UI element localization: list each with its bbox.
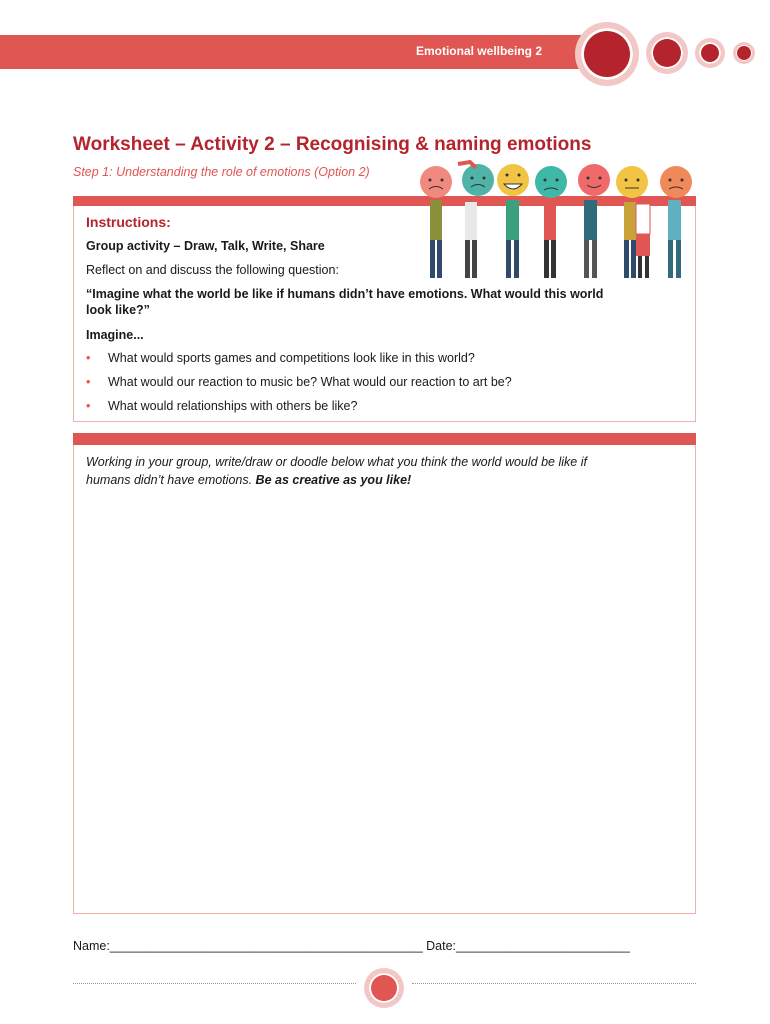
drawing-header-bar (73, 433, 696, 445)
reflect-text: Reflect on and discuss the following question: (86, 263, 339, 277)
people-holding-emoji-faces-icon (418, 160, 700, 284)
question-line-2: look like?” (86, 303, 150, 317)
page-title: Worksheet – Activity 2 – Recognising & naming emotions (73, 134, 592, 155)
decorative-circle-large (575, 22, 639, 86)
drawing-prompt: Working in your group, write/draw or doodle below what you think the world would be like if humans didn’t have emotions. Be as creative as you like! (86, 455, 587, 487)
step-subtitle: Step 1: Understanding the role of emotions (Option 2) (73, 165, 370, 179)
drawing-prompt-emphasis: Be as creative as you like! (255, 473, 412, 487)
section-label: Emotional wellbeing 2 (415, 44, 542, 58)
page-marker-circle (364, 968, 404, 1008)
decorative-circle-tiny (733, 42, 755, 64)
decorative-circle-small (695, 38, 725, 68)
bullet-icon: • (86, 399, 91, 413)
activity-type: Group activity – Draw, Talk, Write, Share (86, 239, 325, 253)
question-line-1: “Imagine what the world be like if humans didn’t have emotions. What would this world (86, 287, 604, 301)
list-item: • What would sports games and competitions look like in this world? (86, 351, 475, 365)
instructions-heading: Instructions: (86, 214, 171, 230)
name-date-line[interactable]: Name:_____________________________________________ Date:_________________________ (73, 939, 630, 953)
drawing-area[interactable] (73, 433, 696, 914)
bullet-icon: • (86, 375, 91, 389)
decorative-circle-medium (646, 32, 688, 74)
imagine-label: Imagine... (86, 328, 144, 342)
list-item: • What would relationships with others be like? (86, 399, 358, 413)
list-item: • What would our reaction to music be? What would our reaction to art be? (86, 375, 512, 389)
footer-divider-right (412, 983, 696, 984)
footer-divider-left (73, 983, 356, 984)
header-band (0, 35, 630, 69)
bullet-icon: • (86, 351, 91, 365)
